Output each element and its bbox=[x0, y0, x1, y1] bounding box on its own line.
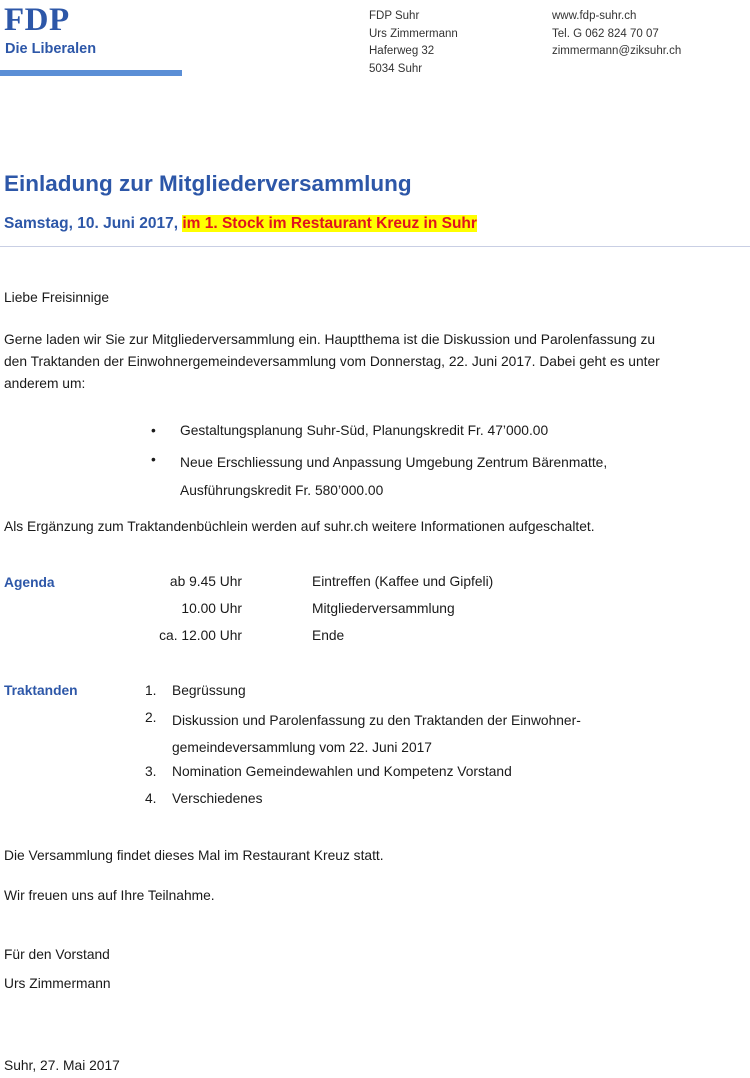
bullet-icon: • bbox=[151, 423, 156, 438]
closing-text: Die Versammlung findet dieses Mal im Restaurant Kreuz statt. bbox=[4, 848, 384, 863]
traktandum-number: 1. bbox=[145, 683, 157, 698]
logo-bar bbox=[0, 70, 182, 76]
place-date: Suhr, 27. Mai 2017 bbox=[4, 1058, 120, 1073]
intro-line: Gerne laden wir Sie zur Mitgliederversammlung ein. Hauptthema ist die Diskussion und Parolenfassung zu bbox=[4, 332, 656, 347]
agenda-desc: Eintreffen (Kaffee und Gipfeli) bbox=[312, 574, 494, 589]
address-line: FDP Suhr bbox=[369, 10, 420, 22]
agenda-desc: Mitgliederversammlung bbox=[312, 601, 455, 616]
address-line: Haferweg 32 bbox=[369, 45, 435, 57]
page-title: Einladung zur Mitgliederversammlung bbox=[4, 171, 412, 196]
intro-paragraph bbox=[4, 329, 660, 395]
intro-line: anderem um: bbox=[4, 376, 86, 391]
agenda-desc: Ende bbox=[312, 628, 345, 643]
sender-address bbox=[369, 8, 458, 78]
bullet-item: Gestaltungsplanung Suhr-Süd, Planungskredit Fr. 47’000.00 bbox=[180, 423, 549, 438]
logo-title: FDP bbox=[4, 2, 70, 38]
phone-number: Tel. G 062 824 70 07 bbox=[552, 27, 659, 40]
signature-line: Für den Vorstand bbox=[4, 947, 110, 962]
email-link[interactable]: zimmermann@ziksuhr.ch bbox=[552, 45, 682, 57]
intro-line: den Traktanden der Einwohnergemeindeversammlung vom Donnerstag, 22. Juni 2017. Dabei geht es unter bbox=[4, 354, 660, 369]
address-line: Urs Zimmermann bbox=[369, 27, 458, 40]
website-link[interactable]: www.fdp-suhr.ch bbox=[552, 10, 637, 22]
agenda-label: Agenda bbox=[4, 575, 55, 590]
traktandum-line: gemeindeversammlung vom 22. Juni 2017 bbox=[172, 740, 432, 755]
contact-info bbox=[552, 8, 681, 61]
bullet-line: Ausführungskredit Fr. 580’000.00 bbox=[180, 483, 384, 498]
traktandum-item: Nomination Gemeindewahlen und Kompetenz Vorstand bbox=[172, 764, 512, 779]
event-subtitle bbox=[4, 215, 477, 233]
event-location-highlight: im 1. Stock im Restaurant Kreuz in Suhr bbox=[182, 215, 477, 232]
address-line: 5034 Suhr bbox=[369, 62, 423, 75]
agenda-time: ca. 12.00 Uhr bbox=[159, 628, 242, 643]
traktanden-label: Traktanden bbox=[4, 683, 78, 698]
divider bbox=[0, 246, 750, 247]
greeting: Liebe Freisinnige bbox=[4, 290, 110, 305]
closing-text: Wir freuen uns auf Ihre Teilnahme. bbox=[4, 888, 215, 903]
traktandum-item: Verschiedenes bbox=[172, 791, 263, 806]
traktandum-number: 2. bbox=[145, 710, 157, 725]
agenda-time: 10.00 Uhr bbox=[181, 601, 242, 616]
traktandum-number: 3. bbox=[145, 764, 157, 779]
event-date: Samstag, 10. Juni 2017, bbox=[4, 215, 183, 232]
traktandum-number: 4. bbox=[145, 791, 157, 806]
agenda-time: ab 9.45 Uhr bbox=[169, 574, 242, 589]
bullet-item bbox=[180, 449, 607, 505]
traktandum-item: Begrüssung bbox=[172, 683, 246, 698]
supplement-text: Als Ergänzung zum Traktandenbüchlein werden auf suhr.ch weitere Informationen aufgeschaltet. bbox=[4, 519, 595, 534]
traktandum-line: Diskussion und Parolenfassung zu den Traktanden der Einwohner- bbox=[172, 713, 581, 728]
traktandum-item bbox=[172, 707, 581, 761]
bullet-icon: • bbox=[151, 452, 156, 467]
logo-subtitle: Die Liberalen bbox=[5, 41, 97, 57]
bullet-line: Neue Erschliessung und Anpassung Umgebung Zentrum Bärenmatte, bbox=[180, 455, 608, 470]
signature-name: Urs Zimmermann bbox=[4, 976, 111, 991]
